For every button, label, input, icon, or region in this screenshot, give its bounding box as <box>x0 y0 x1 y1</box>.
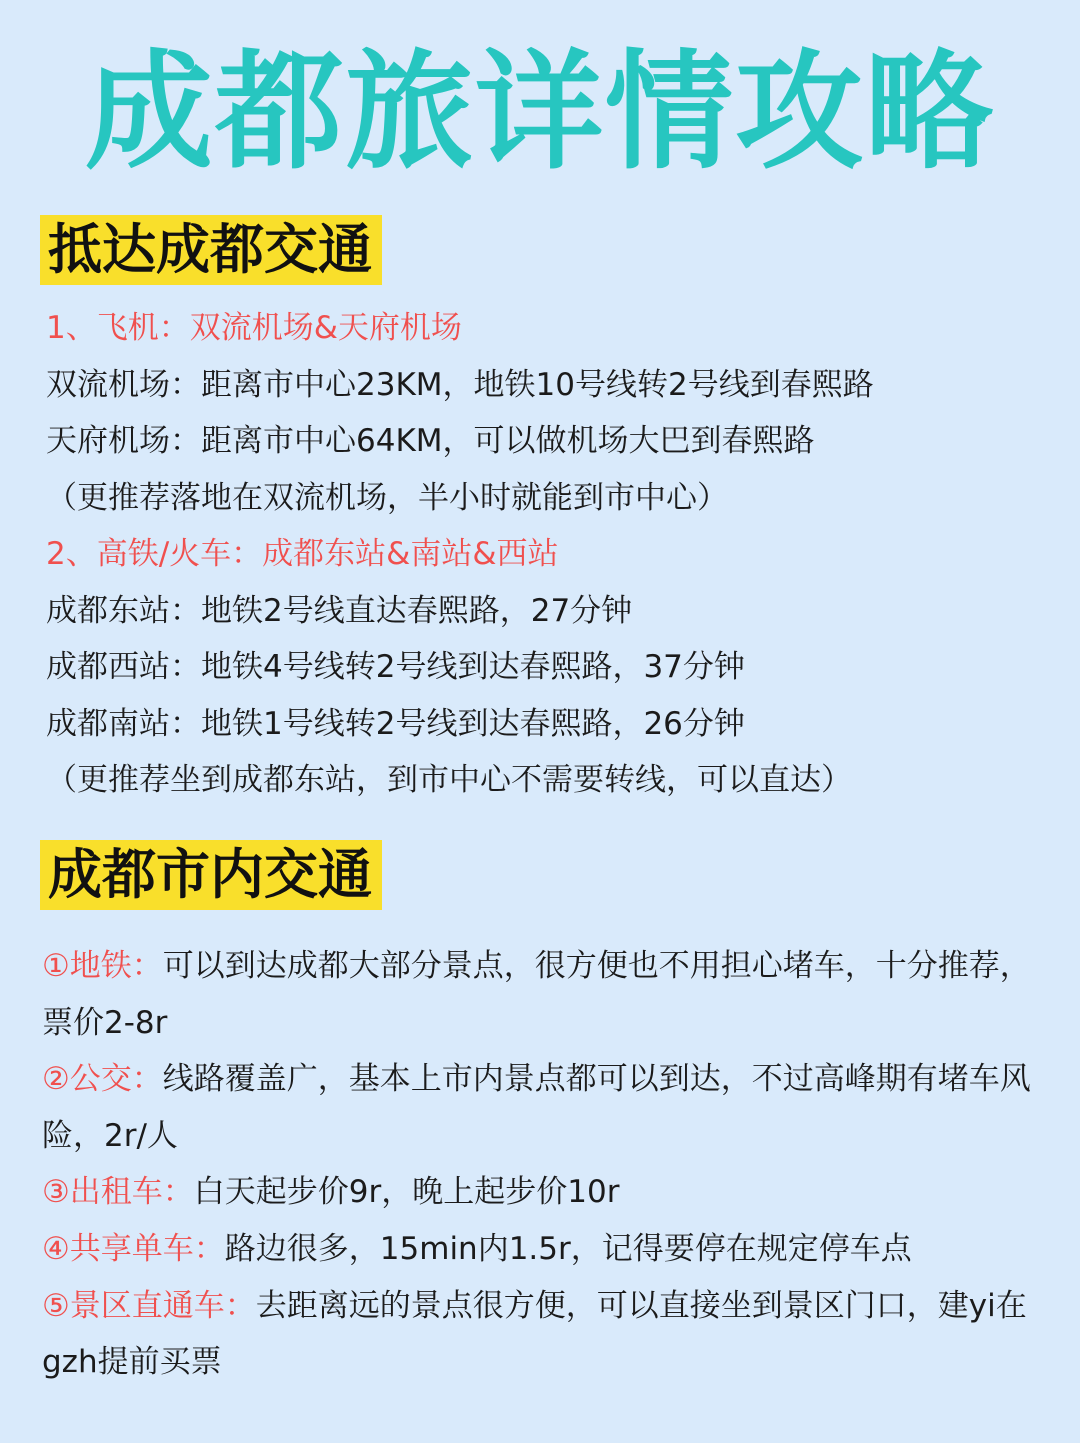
rail-recommendation: （更推荐坐到成都东站，到市中心不需要转线，可以直达） <box>46 762 852 798</box>
air-heading: 1、飞机：双流机场&天府机场 <box>46 310 462 346</box>
list-item-taxi <box>42 1164 1032 1221</box>
item-text: 线路覆盖广，基本上市内景点都可以到达，不过高峰期有堵车风险，2r/人 <box>42 1061 1031 1154</box>
item-label: ③出租车： <box>42 1174 194 1211</box>
air-line-shuangliu: 双流机场：距离市中心23KM，地铁10号线转2号线到春熙路 <box>46 366 874 403</box>
rail-line-east: 成都东站：地铁2号线直达春熙路，27分钟 <box>46 592 633 629</box>
air-line-tianfu: 天府机场：距离市中心64KM，可以做机场大巴到春熙路 <box>46 423 815 459</box>
list-item-bus <box>42 1051 1032 1164</box>
item-text: 可以到达成都大部分景点，很方便也不用担心堵车，十分推荐，票价2-8r <box>42 948 1031 1041</box>
city-section <box>42 938 1032 1391</box>
list-item-shuttle <box>42 1278 1032 1391</box>
arrival-section <box>46 300 1046 809</box>
list-item-bike <box>42 1221 1032 1278</box>
page-title: 成都旅详情攻略 <box>84 38 995 187</box>
item-label: ②公交： <box>42 1061 163 1098</box>
item-label: ④共享单车： <box>42 1230 225 1267</box>
item-text: 路边很多，15min内1.5r，记得要停在规定停车点 <box>224 1230 912 1267</box>
rail-heading: 2、高铁/火车：成都东站&南站&西站 <box>46 536 559 572</box>
item-text: 去距离远的景点很方便，可以直接坐到景区门口，建yi在gzh提前买票 <box>42 1287 1027 1381</box>
city-section-heading: 成都市内交通 <box>40 840 382 910</box>
air-recommendation: （更推荐落地在双流机场，半小时就能到市中心） <box>46 479 728 516</box>
rail-line-west: 成都西站：地铁4号线转2号线到达春熙路，37分钟 <box>46 649 745 685</box>
item-label: ①地铁： <box>42 948 163 984</box>
item-text: 白天起步价9r，晚上起步价10r <box>193 1174 620 1211</box>
item-label: ⑤景区直通车： <box>42 1287 256 1324</box>
arrival-section-heading: 抵达成都交通 <box>40 215 382 285</box>
rail-line-south: 成都南站：地铁1号线转2号线到达春熙路，26分钟 <box>46 705 745 742</box>
list-item-metro <box>42 938 1032 1051</box>
